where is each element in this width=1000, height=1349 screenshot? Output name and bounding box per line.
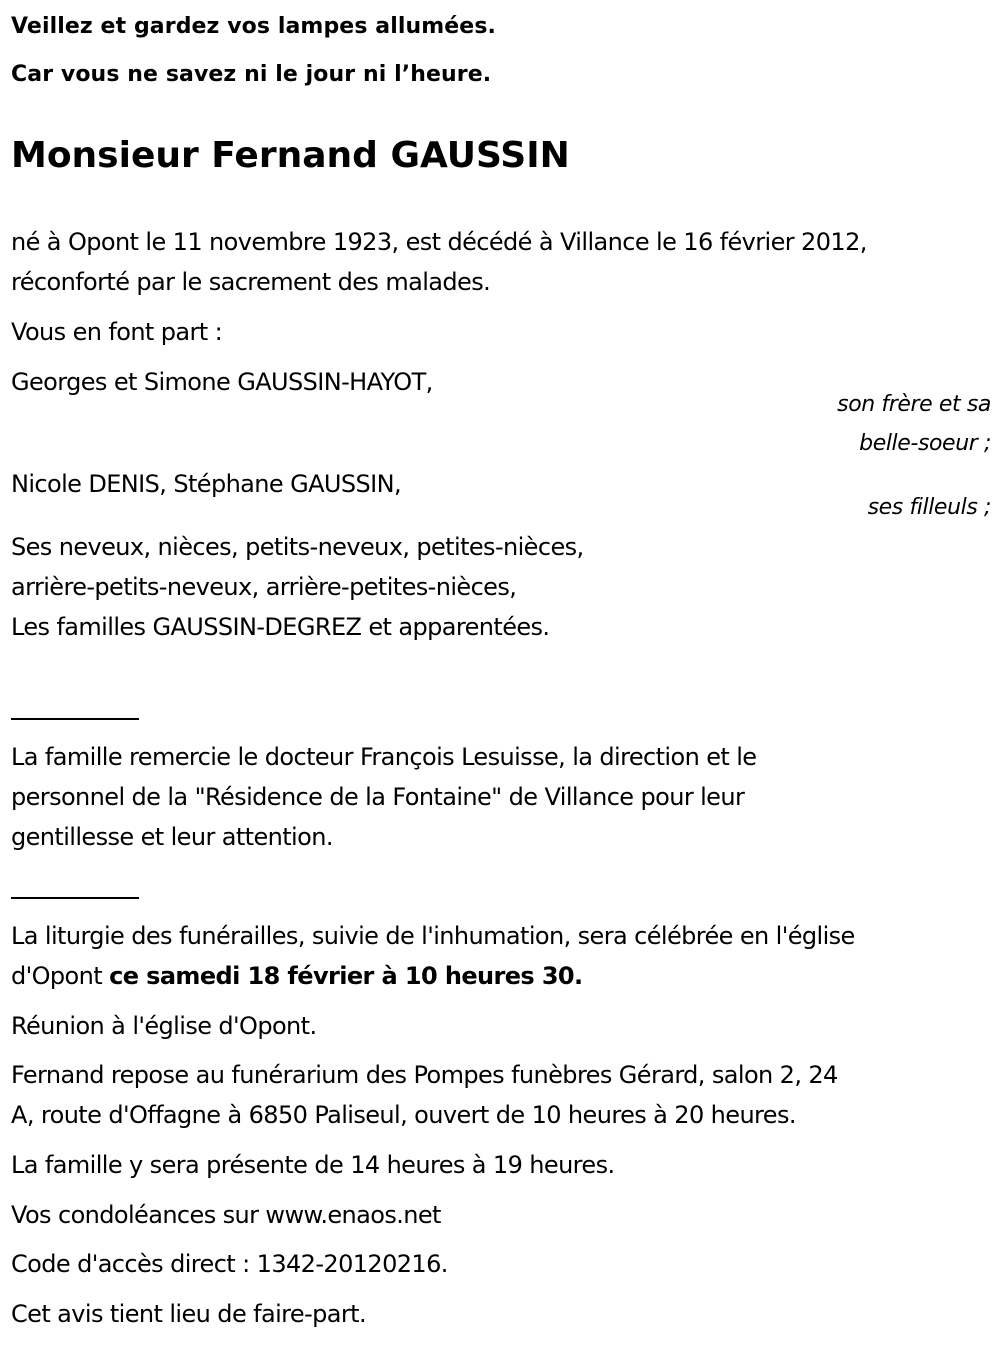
verse-line-2: Car vous ne savez ni le jour ni l’heure. bbox=[11, 62, 492, 87]
closing-note: Cet avis tient lieu de faire-part. bbox=[11, 1300, 366, 1328]
deceased-title: Monsieur Fernand GAUSSIN bbox=[11, 135, 570, 176]
funeral-line-1: La liturgie des funérailles, suivie de l'inhumation, sera célébrée en l'église bbox=[11, 922, 855, 950]
condolences-link-text: Vos condoléances sur www.enaos.net bbox=[11, 1201, 441, 1229]
announcement-line-1: né à Opont le 11 novembre 1923, est décédé à Villance le 16 février 2012, bbox=[11, 228, 867, 256]
access-code: Code d'accès direct : 1342-20120216. bbox=[11, 1250, 448, 1278]
family-others-line: Ses neveux, nièces, petits-neveux, petites-nièces, bbox=[11, 533, 584, 561]
family-others-line: Les familles GAUSSIN-DEGREZ et apparentées. bbox=[11, 613, 550, 641]
family-member-names: Georges et Simone GAUSSIN-HAYOT, bbox=[11, 368, 433, 396]
funeral-place: d'Opont bbox=[11, 962, 110, 990]
meeting-info: Réunion à l'église d'Opont. bbox=[11, 1012, 317, 1040]
thanks-line: gentillesse et leur attention. bbox=[11, 823, 333, 851]
announcement-line-2: réconforté par le sacrement des malades. bbox=[11, 268, 491, 296]
separator-line bbox=[11, 718, 139, 720]
repose-line-2: A, route d'Offagne à 6850 Paliseul, ouvert de 10 heures à 20 heures. bbox=[11, 1101, 796, 1129]
thanks-line: La famille remercie le docteur François Lesuisse, la direction et le bbox=[11, 743, 757, 771]
family-member-relation: son frère et sa bbox=[837, 392, 991, 417]
thanks-line: personnel de la "Résidence de la Fontaine" de Villance pour leur bbox=[11, 783, 745, 811]
repose-line-1: Fernand repose au funérarium des Pompes funèbres Gérard, salon 2, 24 bbox=[11, 1061, 838, 1089]
separator-line bbox=[11, 897, 139, 899]
family-intro: Vous en font part : bbox=[11, 318, 223, 346]
family-member-relation: ses filleuls ; bbox=[867, 495, 991, 520]
family-member-relation: belle-soeur ; bbox=[859, 431, 991, 456]
funeral-date-time: ce samedi 18 février à 10 heures 30. bbox=[109, 962, 583, 990]
family-others-line: arrière-petits-neveux, arrière-petites-nièces, bbox=[11, 573, 517, 601]
family-member-names: Nicole DENIS, Stéphane GAUSSIN, bbox=[11, 470, 402, 498]
verse-line-1: Veillez et gardez vos lampes allumées. bbox=[11, 14, 496, 39]
family-presence: La famille y sera présente de 14 heures à 19 heures. bbox=[11, 1151, 615, 1179]
funeral-line-2 bbox=[11, 961, 583, 991]
